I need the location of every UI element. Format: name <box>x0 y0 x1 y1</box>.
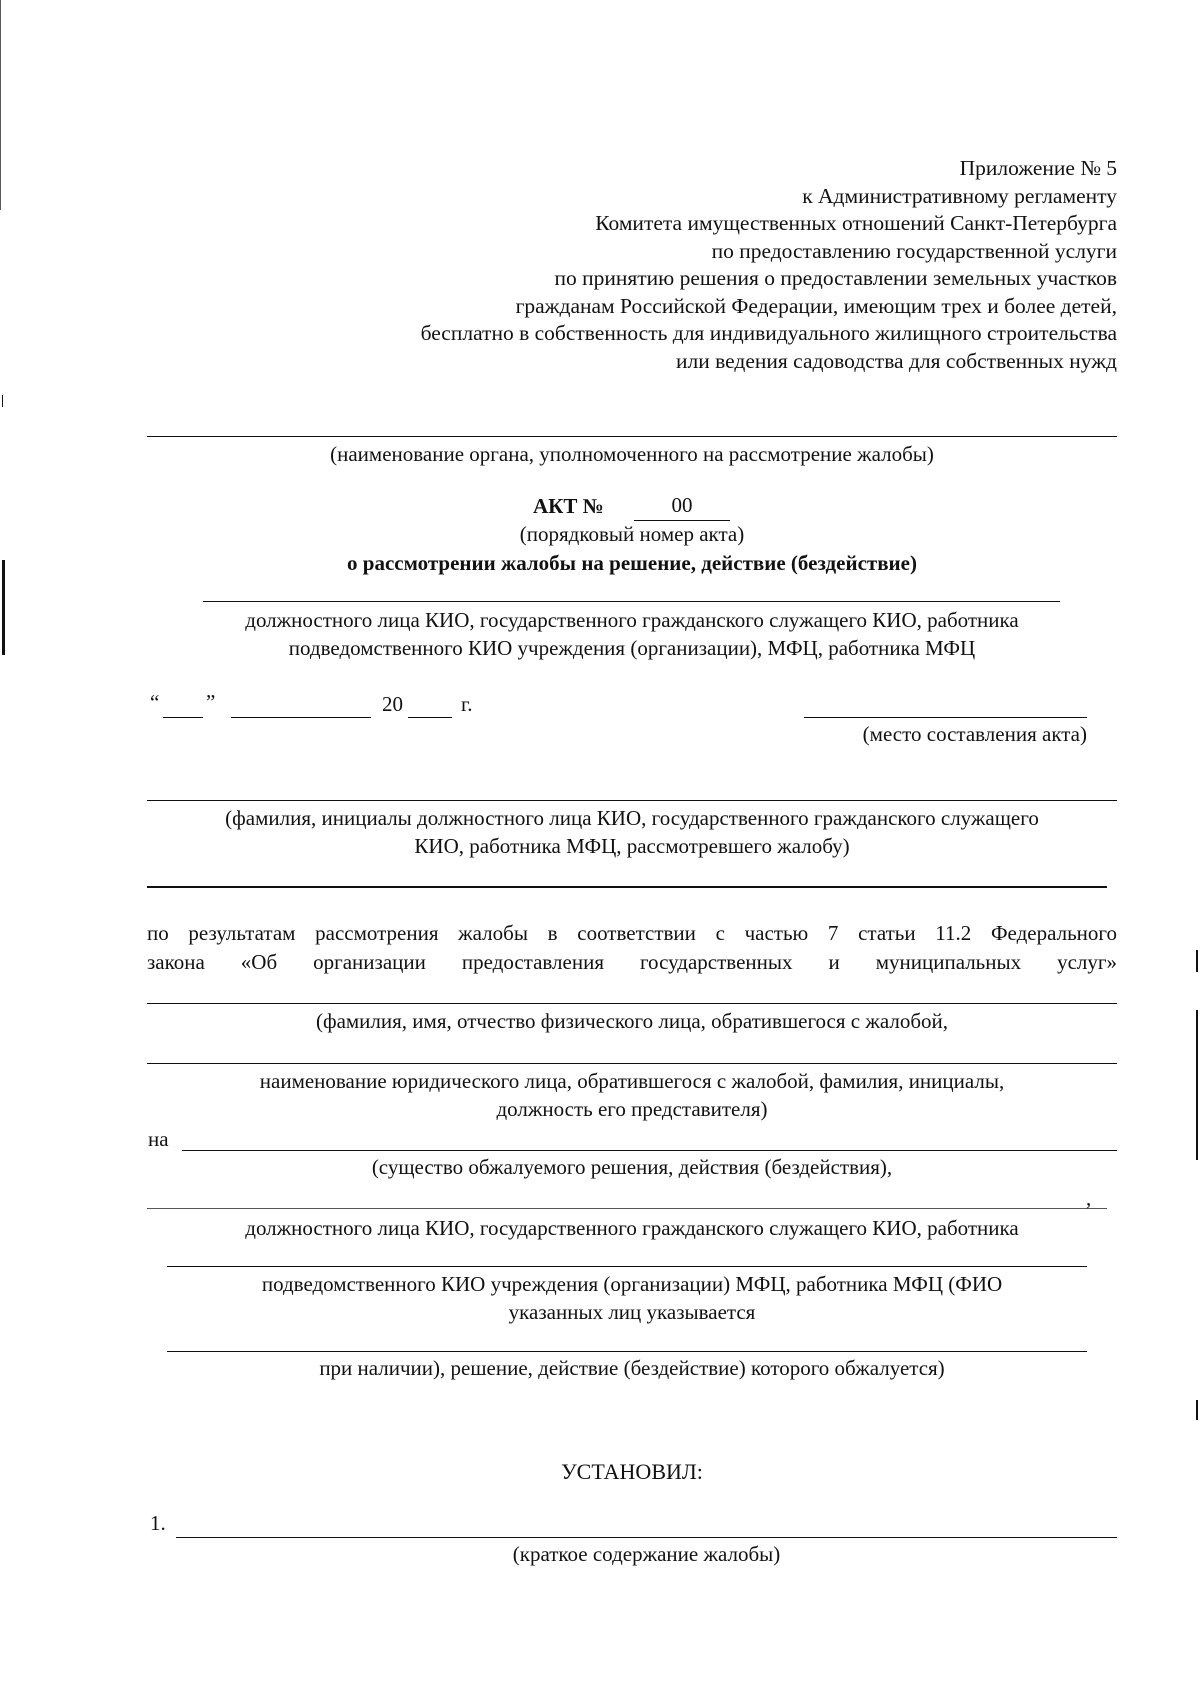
essence-line-2[interactable] <box>147 1208 1107 1209</box>
official-line[interactable] <box>203 601 1060 602</box>
act-number[interactable]: 00 <box>671 493 693 517</box>
reviewer-line[interactable] <box>147 800 1117 801</box>
header-line-7: бесплатно в собственность для индивидуального жилищного строительства <box>420 321 1117 345</box>
applicant-caption-2: наименование юридического лица, обратившегося с жалобой, фамилия, инициалы, <box>259 1069 1005 1093</box>
header-block <box>300 155 1117 375</box>
header-line-5: по принятию решения о предоставлении земельных участков <box>554 266 1117 290</box>
scan-edge-mark-right <box>1196 950 1198 972</box>
date-month-line[interactable] <box>231 717 371 718</box>
scan-edge-mark-right-3 <box>1196 1400 1198 1420</box>
essence-line-3[interactable] <box>167 1266 1087 1267</box>
act-subject: о рассмотрении жалобы на решение, действие (бездействие) <box>347 551 917 575</box>
reviewer-line-2[interactable] <box>147 886 1107 888</box>
date-year-prefix: 20 <box>382 692 403 716</box>
place-caption: (место составления акта) <box>862 722 1087 746</box>
place-line[interactable] <box>804 717 1087 718</box>
organ-name-line[interactable] <box>147 436 1117 437</box>
essence-caption: (существо обжалуемого решения, действия (бездействия), <box>371 1155 893 1179</box>
essence-comma: , <box>1086 1186 1092 1210</box>
reviewer-caption-1: (фамилия, инициалы должностного лица КИО, государственного гражданского служащего <box>225 806 1039 830</box>
official-caption-1: должностного лица КИО, государственного гражданского служащего КИО, работника <box>245 608 1019 632</box>
act-number-line <box>634 520 730 521</box>
header-line-1: Приложение № 5 <box>959 156 1117 180</box>
item-1-number: 1. <box>150 1511 166 1535</box>
official-caption-2: подведомственного КИО учреждения (организации), МФЦ, работника МФЦ <box>288 636 976 660</box>
applicant-line-2[interactable] <box>147 1063 1117 1064</box>
applicant-caption-1: (фамилия, имя, отчество физического лица, обратившегося с жалобой, <box>315 1009 949 1033</box>
applicant-line-1[interactable] <box>147 1003 1117 1004</box>
date-year-line[interactable] <box>408 717 452 718</box>
body-text-line-2: закона «Об организации предоставления государственных и муниципальных услуг» <box>147 950 1117 974</box>
essence-line-1[interactable] <box>182 1150 1117 1151</box>
date-year-suffix: г. <box>461 692 473 716</box>
date-quote-open: “ <box>150 690 160 714</box>
scan-edge-mark-left <box>0 0 1 210</box>
essence-caption-4: указанных лиц указывается <box>508 1300 756 1324</box>
organ-caption: (наименование органа, уполномоченного на рассмотрение жалобы) <box>330 442 934 466</box>
act-number-caption: (порядковый номер акта) <box>519 522 745 546</box>
essence-caption-2: должностного лица КИО, государственного гражданского служащего КИО, работника <box>245 1216 1019 1240</box>
applicant-caption-3: должность его представителя) <box>496 1097 768 1121</box>
reviewer-caption-2: КИО, работника МФЦ, рассмотревшего жалобу) <box>414 834 850 858</box>
date-quote-close: ” <box>206 690 216 714</box>
header-line-6: гражданам Российской Федерации, имеющим трех и более детей, <box>515 293 1117 318</box>
essence-caption-3: подведомственного КИО учреждения (организации) МФЦ, работника МФЦ (ФИО <box>261 1272 1003 1296</box>
item-1-caption: (краткое содержание жалобы) <box>512 1542 781 1566</box>
essence-line-4[interactable] <box>167 1351 1087 1352</box>
header-line-3: Комитета имущественных отношений Санкт-Петербурга <box>595 211 1117 235</box>
header-line-2: к Административному регламенту <box>802 183 1117 208</box>
date-day-line[interactable] <box>163 717 203 718</box>
na-label: на <box>148 1127 169 1151</box>
header-line-8: или ведения садоводства для собственных нужд <box>675 348 1117 373</box>
established-heading: УСТАНОВИЛ: <box>561 1459 703 1484</box>
scan-edge-mark-right-2 <box>1196 1010 1198 1160</box>
body-text-line-1: по результатам рассмотрения жалобы в соответствии с частью 7 статьи 11.2 Федерального <box>147 921 1117 945</box>
essence-caption-5: при наличии), решение, действие (бездействие) которого обжалуется) <box>319 1356 945 1380</box>
item-1-line[interactable] <box>176 1537 1117 1538</box>
scan-edge-mark-left-2 <box>2 560 5 655</box>
scan-edge-mark-left-3 <box>2 395 3 407</box>
header-line-4: по предоставлению государственной услуги <box>711 238 1117 263</box>
act-label: АКТ № <box>533 494 604 518</box>
